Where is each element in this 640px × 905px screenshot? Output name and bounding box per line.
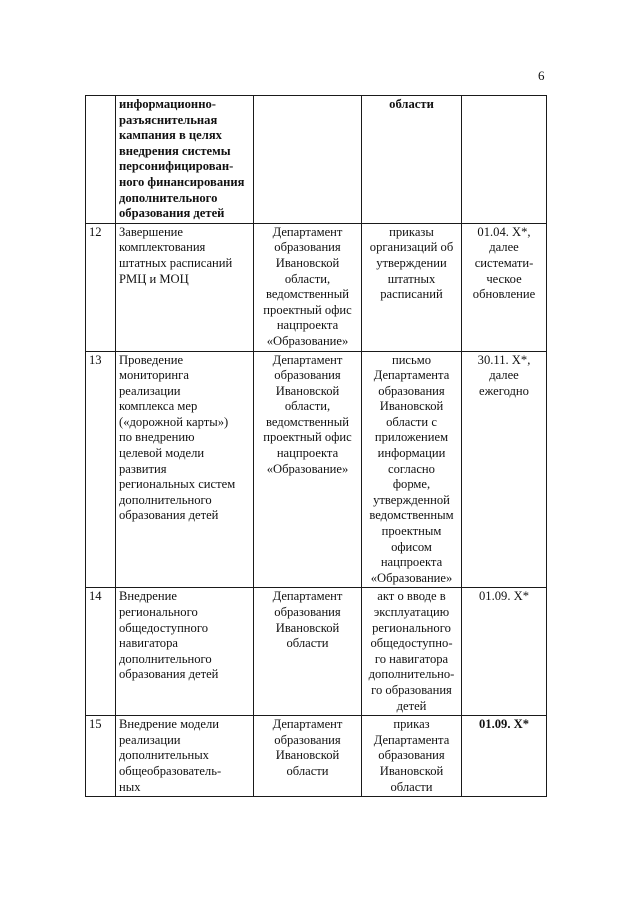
document-cell: письмо Департамента образования Ивановской области с приложением информации согласно форме, утвержденной ведомственным проектным офисом нацпроекта «Образование» (362, 351, 462, 588)
deadline-cell: 01.04. X*, далее системати- ческое обновление (462, 223, 547, 351)
row-number-cell: 12 (86, 223, 116, 351)
event-name-cell: Внедрение модели реализации дополнительных общеобразователь- ных (116, 716, 254, 797)
responsible-cell: Департамент образования Ивановской области (254, 716, 362, 797)
table-row (86, 588, 547, 716)
responsible-cell: Департамент образования Ивановской области, ведомственный проектный офис нацпроекта «Образование» (254, 351, 362, 588)
deadline-cell (462, 96, 547, 224)
deadline-cell: 01.09. X* (462, 588, 547, 716)
responsible-cell: Департамент образования Ивановской области (254, 588, 362, 716)
table-row (86, 223, 547, 351)
responsible-cell (254, 96, 362, 224)
deadline-cell: 01.09. X* (462, 716, 547, 797)
document-cell: области (362, 96, 462, 224)
event-name-cell: Завершение комплектования штатных расписаний РМЦ и МОЦ (116, 223, 254, 351)
row-number-cell (86, 96, 116, 224)
document-cell: приказ Департамента образования Ивановской области (362, 716, 462, 797)
plan-table (85, 95, 547, 797)
event-name-cell: информационно- разъяснительная кампания в целях внедрения системы персонифицирован- ного финансирования дополнительного образования детей (116, 96, 254, 224)
row-number-cell: 14 (86, 588, 116, 716)
page-number: 6 (538, 68, 545, 83)
document-cell: приказы организаций об утверждении штатных расписаний (362, 223, 462, 351)
table-row (86, 96, 547, 224)
event-name-cell: Проведение мониторинга реализации комплекса мер («дорожной карты») по внедрению целевой модели развития региональных систем дополнительного образования детей (116, 351, 254, 588)
responsible-cell: Департамент образования Ивановской области, ведомственный проектный офис нацпроекта «Образование» (254, 223, 362, 351)
deadline-cell: 30.11. X*, далее ежегодно (462, 351, 547, 588)
row-number-cell: 13 (86, 351, 116, 588)
event-name-cell: Внедрение регионального общедоступного навигатора дополнительного образования детей (116, 588, 254, 716)
document-cell: акт о вводе в эксплуатацию регионального общедоступно- го навигатора дополнительно- го образования детей (362, 588, 462, 716)
table-row (86, 716, 547, 797)
row-number-cell: 15 (86, 716, 116, 797)
table-row (86, 351, 547, 588)
